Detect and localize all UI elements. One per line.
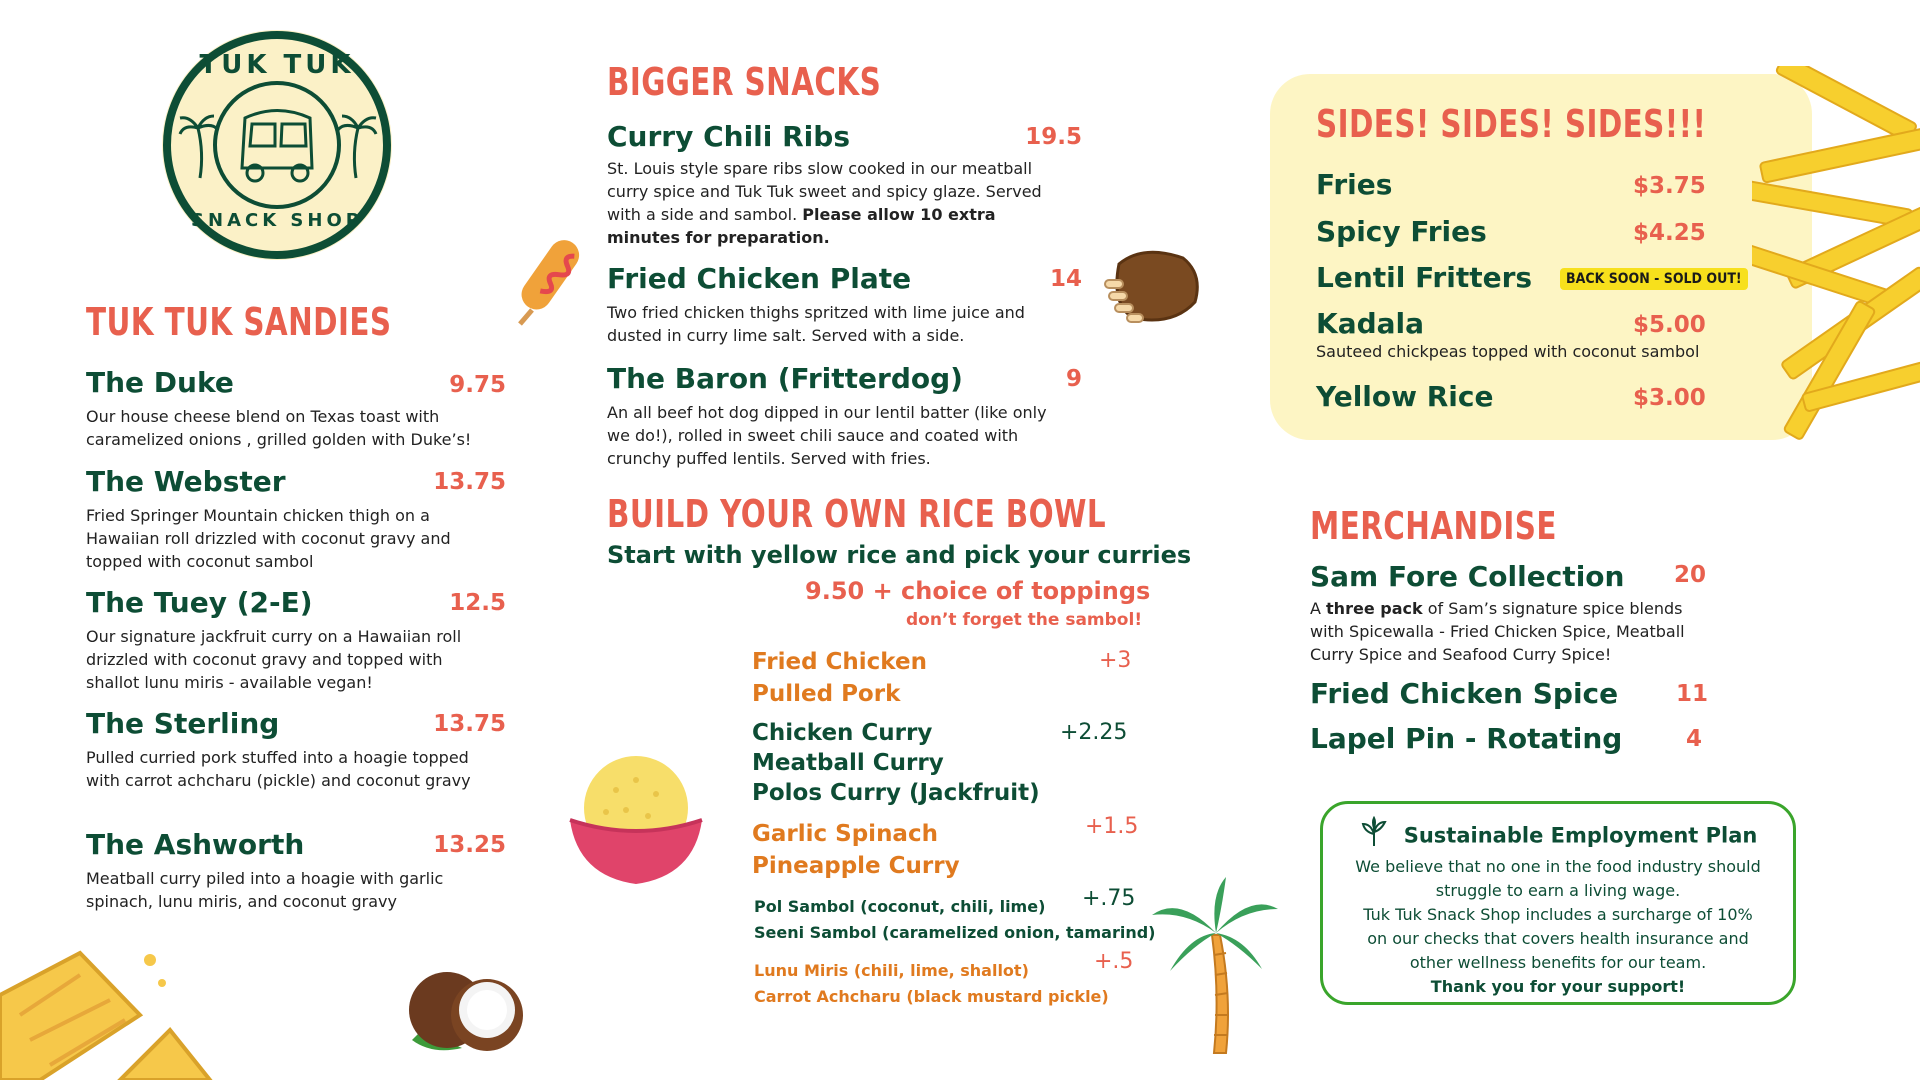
desc-bold: three pack	[1326, 599, 1423, 618]
sandies-title: TUK TUK SANDIES	[86, 300, 392, 344]
rice-bowl-subtitle: Start with yellow rice and pick your curries	[607, 541, 1192, 569]
item-price: 14	[1049, 266, 1082, 292]
item-price: 13.75	[433, 469, 506, 495]
rice-bowl-base-price: 9.50 + choice of toppings	[805, 577, 1151, 605]
topping-item: Garlic Spinach	[752, 821, 938, 847]
topping-group	[752, 718, 1132, 808]
item-desc: An all beef hot dog dipped in our lentil batter (like only we do!), rolled in sweet chili sauce and coated with crunchy puffed lentils. Served with fries.	[607, 403, 1047, 468]
item-name: Kadala	[1316, 307, 1425, 340]
item-name: Spicy Fries	[1316, 215, 1487, 248]
item-name: The Ashworth	[86, 828, 305, 861]
sandie-item	[86, 586, 506, 694]
sandie-item	[86, 465, 506, 573]
topping-price: +.5	[1094, 949, 1134, 974]
sep-line: We believe that no one in the food industry should	[1355, 857, 1761, 876]
item-price: $3.00	[1633, 385, 1706, 411]
item-desc-wrap	[607, 157, 1047, 249]
item-name: Yellow Rice	[1316, 380, 1494, 413]
item-desc: Our signature jackfruit curry on a Hawaiian roll drizzled with coconut gravy and topped with shallot lunu miris - available vegan!	[86, 627, 462, 692]
item-price: 9	[1065, 366, 1082, 392]
item-name: Sam Fore Collection	[1310, 560, 1625, 593]
topping-price: +3	[1099, 648, 1132, 673]
desc-part: A	[1310, 599, 1327, 618]
grilled-cheese-illustration	[0, 945, 215, 1080]
logo-bottom-text: SNACK SHOP	[191, 210, 363, 231]
item-price: 20	[1674, 562, 1707, 588]
item-name: Lentil Fritters	[1316, 261, 1533, 294]
topping-item: Fried Chicken	[752, 649, 927, 675]
topping-group	[752, 646, 1132, 710]
topping-item: Meatball Curry	[752, 750, 944, 776]
topping-item: Pulled Pork	[752, 681, 901, 707]
item-desc: Fried Springer Mountain chicken thigh on a Hawaiian roll drizzled with coconut gravy and topped with coconut sambol	[86, 506, 451, 571]
sep-line: Tuk Tuk Snack Shop includes a surcharge of 10%	[1363, 905, 1753, 924]
side-item	[1316, 215, 1736, 248]
merch-item	[1310, 722, 1710, 755]
topping-item: Pineapple Curry	[752, 853, 960, 879]
palm-tree-illustration	[1150, 875, 1280, 1055]
item-price: $3.75	[1633, 173, 1706, 199]
topping-item: Lunu Miris (chili, lime, shallot)	[754, 961, 1029, 980]
item-price: 9.75	[449, 372, 506, 398]
sep-line: struggle to earn a living wage.	[1435, 881, 1681, 900]
item-desc: Pulled curried pork stuffed into a hoagie topped with carrot achcharu (pickle) and coconut gravy	[86, 748, 471, 790]
item-price: 4	[1686, 726, 1703, 752]
rice-bowl-note: don’t forget the sambol!	[906, 610, 1143, 630]
merch-item	[1310, 560, 1710, 666]
rice-bowl-illustration	[566, 750, 706, 890]
ribs-illustration	[1103, 244, 1207, 330]
item-name: Fried Chicken Plate	[607, 262, 912, 295]
merch-item	[1310, 677, 1710, 710]
item-desc: Our house cheese blend on Texas toast with caramelized onions , grilled golden with Duke’s!	[86, 407, 472, 449]
side-item	[1316, 307, 1746, 363]
item-price: 13.25	[433, 832, 506, 858]
item-name: The Duke	[86, 366, 234, 399]
side-item	[1316, 168, 1736, 201]
side-item	[1316, 261, 1746, 294]
item-price: 13.75	[433, 711, 506, 737]
item-name: Lapel Pin - Rotating	[1310, 722, 1623, 755]
side-item	[1316, 380, 1736, 413]
item-name: The Sterling	[86, 707, 280, 740]
topping-item: Pol Sambol (coconut, chili, lime)	[754, 897, 1046, 916]
sandie-item	[86, 707, 506, 792]
item-price: 11	[1676, 681, 1709, 707]
logo-top-text: TUK TUK	[199, 50, 355, 80]
item-name: The Webster	[86, 465, 286, 498]
item-desc: Meatball curry piled into a hoagie with garlic spinach, lunu miris, and coconut gravy	[86, 869, 444, 911]
item-desc-note: Please allow 10 extra minutes for preparation.	[607, 205, 996, 247]
item-price: 12.5	[449, 590, 506, 616]
bigger-snacks-title: BIGGER SNACKS	[607, 60, 882, 104]
sep-line: on our checks that covers health insurance and	[1367, 929, 1749, 948]
topping-item: Carrot Achcharu (black mustard pickle)	[754, 987, 1109, 1006]
item-name: Curry Chili Ribs	[607, 120, 850, 153]
item-desc: Sauteed chickpeas topped with coconut sambol	[1316, 342, 1700, 361]
topping-group	[754, 949, 1134, 1010]
item-desc: Two fried chicken thighs spritzed with lime juice and dusted in curry lime salt. Served with a side.	[607, 303, 1025, 345]
item-price: $5.00	[1633, 312, 1706, 338]
topping-item: Chicken Curry	[752, 720, 933, 746]
topping-price: +2.25	[1060, 720, 1128, 745]
topping-item: Polos Curry (Jackfruit)	[752, 780, 1040, 806]
coconut-illustration	[402, 960, 527, 1055]
sep-line: other wellness benefits for our team.	[1409, 953, 1707, 972]
item-name: The Tuey (2-E)	[86, 586, 313, 619]
item-desc: St. Louis style spare ribs slow cooked in our meatball curry spice and Tuk Tuk sweet and spicy glaze. Served with a side and sambol.	[607, 159, 1042, 224]
bigger-item	[607, 120, 1087, 249]
topping-group	[752, 814, 1139, 882]
desc-part: of Sam’s signature spice blends with Spicewalla - Fried Chicken Spice, Meatball Curry Spice and Seafood Curry Spice!	[1310, 599, 1685, 664]
bigger-item	[607, 362, 1087, 470]
sep-thanks: Thank you for your support!	[1430, 977, 1686, 996]
shop-logo	[160, 28, 394, 262]
topping-price: +.75	[1082, 886, 1136, 911]
item-price: $4.25	[1633, 220, 1706, 246]
sep-header	[1323, 816, 1793, 855]
topping-group	[754, 886, 1156, 946]
item-desc	[1310, 597, 1720, 666]
sides-title: SIDES! SIDES! SIDES!!!	[1316, 102, 1707, 146]
sold-out-badge: BACK SOON - SOLD OUT!	[1560, 268, 1748, 290]
item-name: Fried Chicken Spice	[1310, 677, 1619, 710]
sprout-icon	[1359, 816, 1389, 855]
sep-title: Sustainable Employment Plan	[1403, 823, 1758, 848]
item-price: 19.5	[1025, 124, 1082, 150]
sustainable-employment-box	[1320, 801, 1796, 1005]
topping-item: Seeni Sambol (caramelized onion, tamarind)	[754, 923, 1156, 942]
sandie-item	[86, 366, 506, 451]
merch-title: MERCHANDISE	[1310, 504, 1557, 548]
bigger-item	[607, 262, 1087, 347]
sandie-item	[86, 828, 506, 913]
corndog-illustration	[510, 232, 590, 327]
rice-bowl-title: BUILD YOUR OWN RICE BOWL	[607, 492, 1107, 536]
item-name: The Baron (Fritterdog)	[607, 362, 963, 395]
fries-illustration	[1752, 66, 1920, 460]
topping-price: +1.5	[1085, 814, 1139, 839]
item-name: Fries	[1316, 168, 1393, 201]
